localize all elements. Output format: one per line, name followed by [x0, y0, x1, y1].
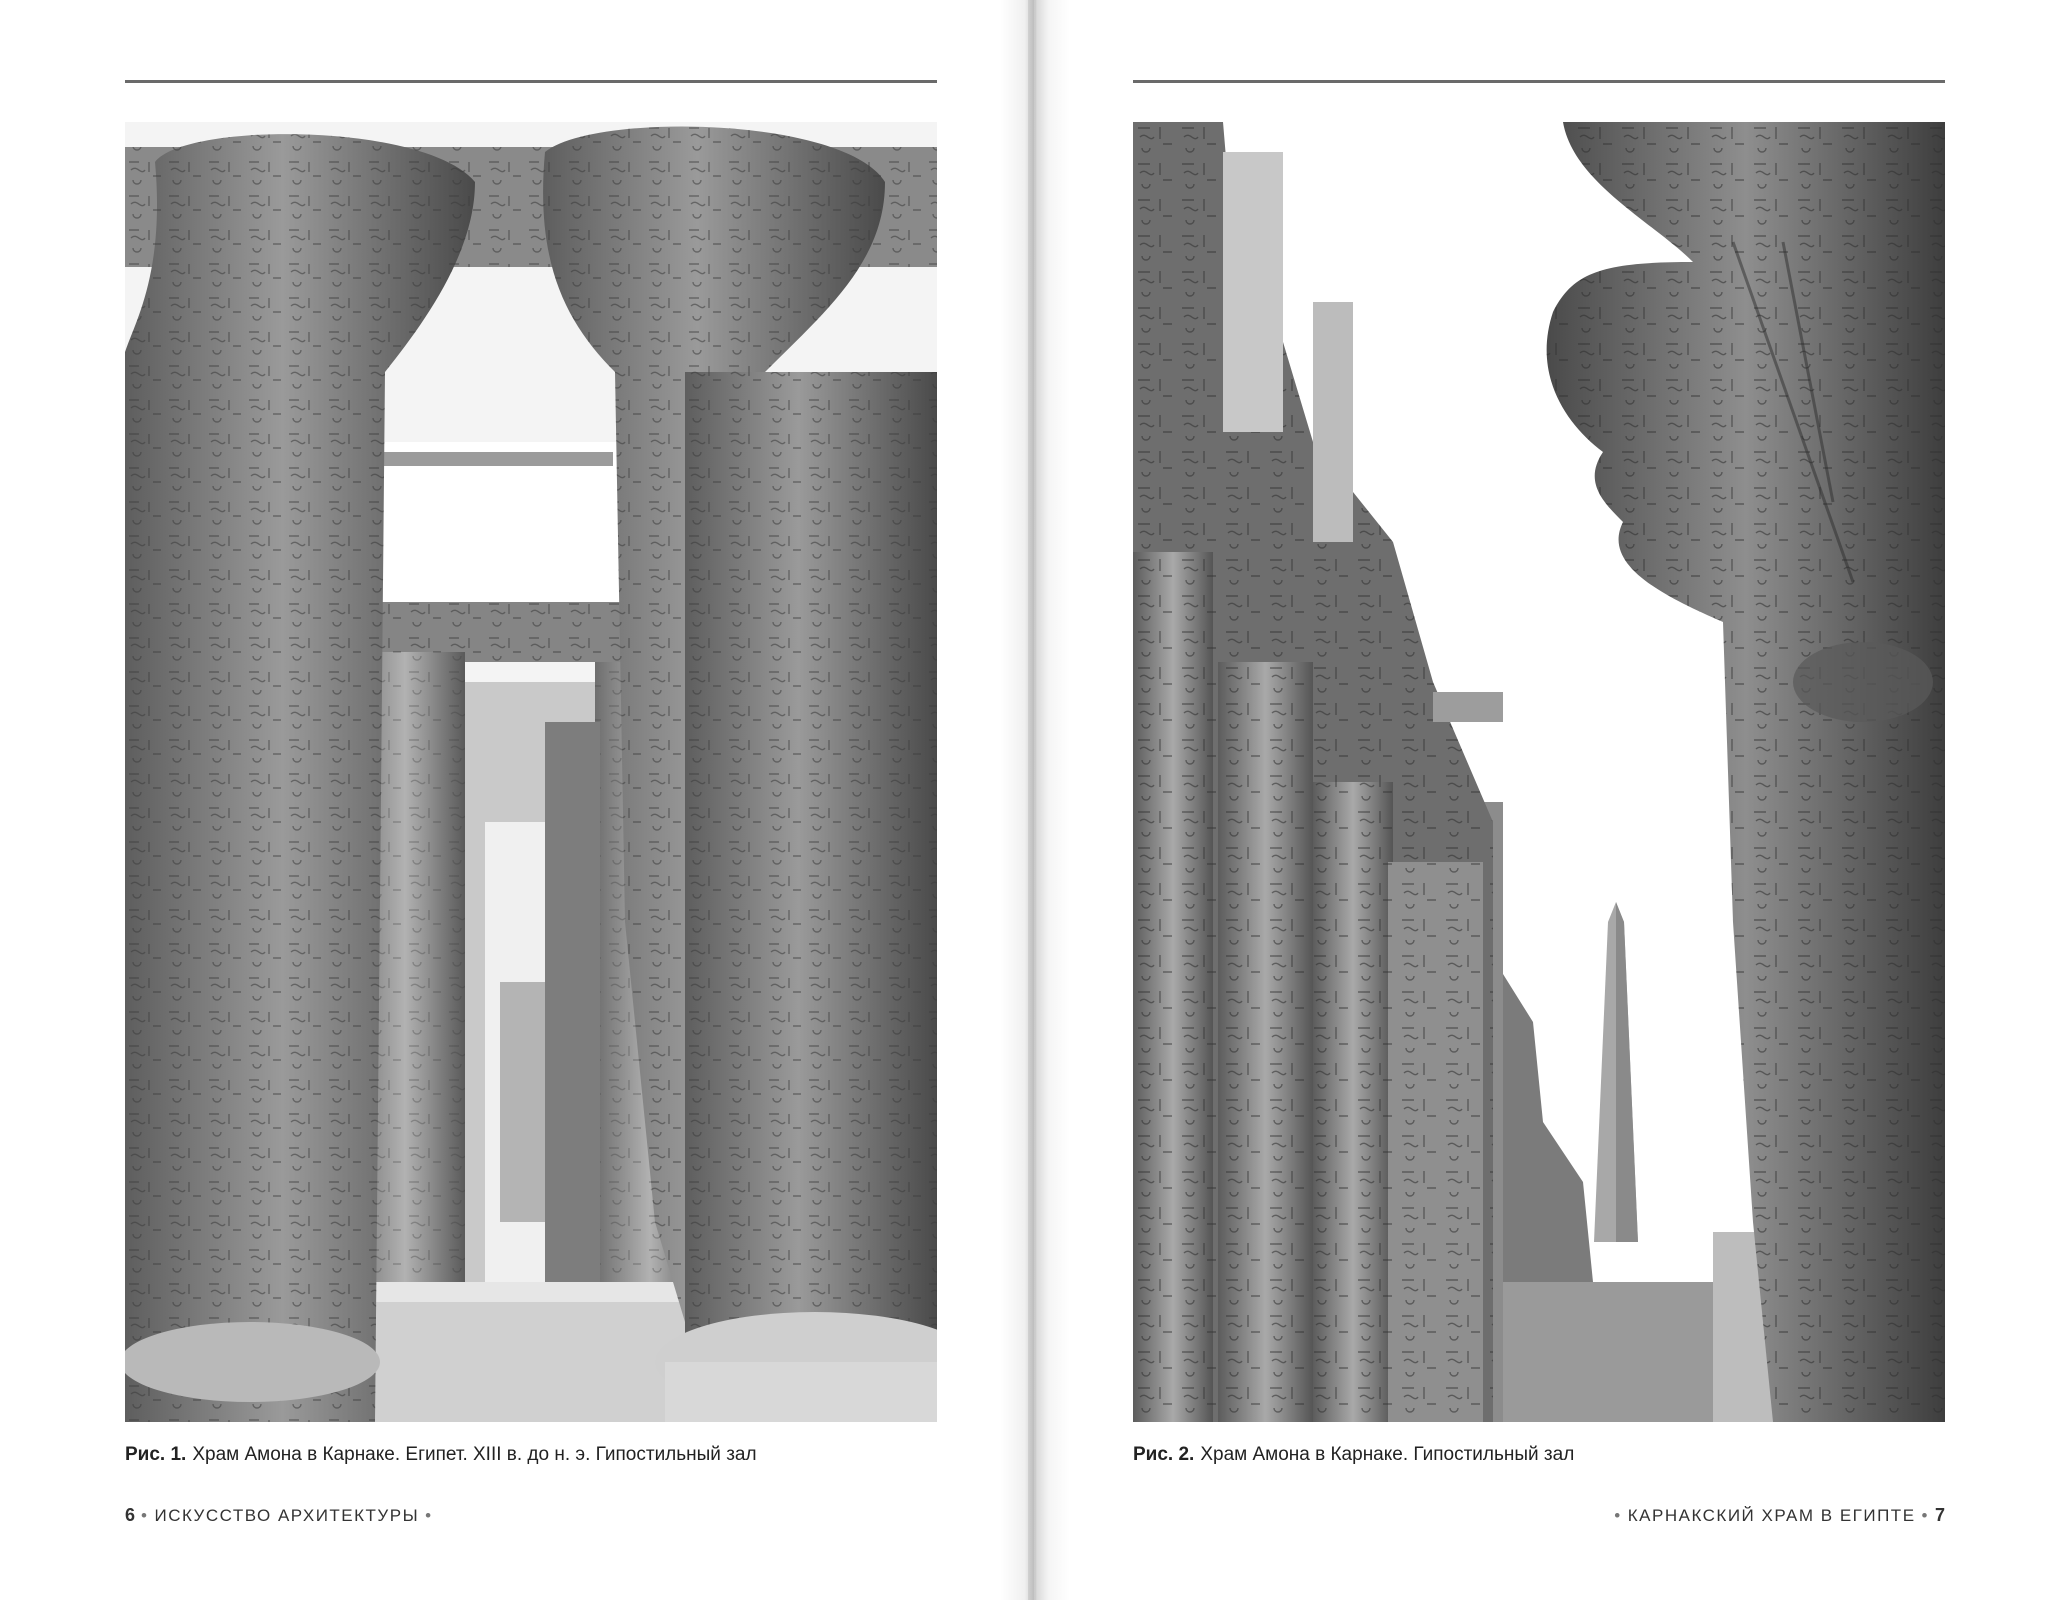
figure-label: Рис. 2. — [1133, 1444, 1195, 1465]
running-title: КАРНАКСКИЙ ХРАМ В ЕГИПТЕ — [1627, 1506, 1916, 1525]
caption-text: Храм Амона в Карнаке. Гипостильный зал — [1200, 1444, 1575, 1465]
separator-dot: • — [1614, 1506, 1622, 1525]
figure-2-photo — [1133, 122, 1945, 1422]
top-rule — [1133, 80, 1945, 83]
left-page — [0, 0, 1028, 1600]
top-rule — [125, 80, 937, 83]
separator-dot: • — [1921, 1506, 1929, 1525]
separator-dot: • — [141, 1506, 149, 1525]
figure-1-photo — [125, 122, 937, 1422]
columns-obelisk-image — [1133, 122, 1945, 1422]
left-folio — [125, 1505, 439, 1526]
right-folio — [1608, 1505, 1945, 1526]
page-number: 7 — [1934, 1505, 1945, 1525]
right-page — [1034, 0, 2061, 1600]
hypostyle-hall-image — [125, 122, 937, 1422]
running-title: ИСКУССТВО АРХИТЕКТУРЫ — [154, 1506, 420, 1525]
page-number: 6 — [125, 1505, 136, 1525]
book-gutter-shadow — [1000, 0, 1070, 1600]
figure-label: Рис. 1. — [125, 1444, 187, 1465]
separator-dot: • — [425, 1506, 433, 1525]
figure-2-caption — [1133, 1444, 1574, 1466]
figure-1-caption — [125, 1444, 757, 1466]
caption-text: Храм Амона в Карнаке. Египет. XIII в. до н. э. Гипостильный зал — [192, 1444, 757, 1465]
